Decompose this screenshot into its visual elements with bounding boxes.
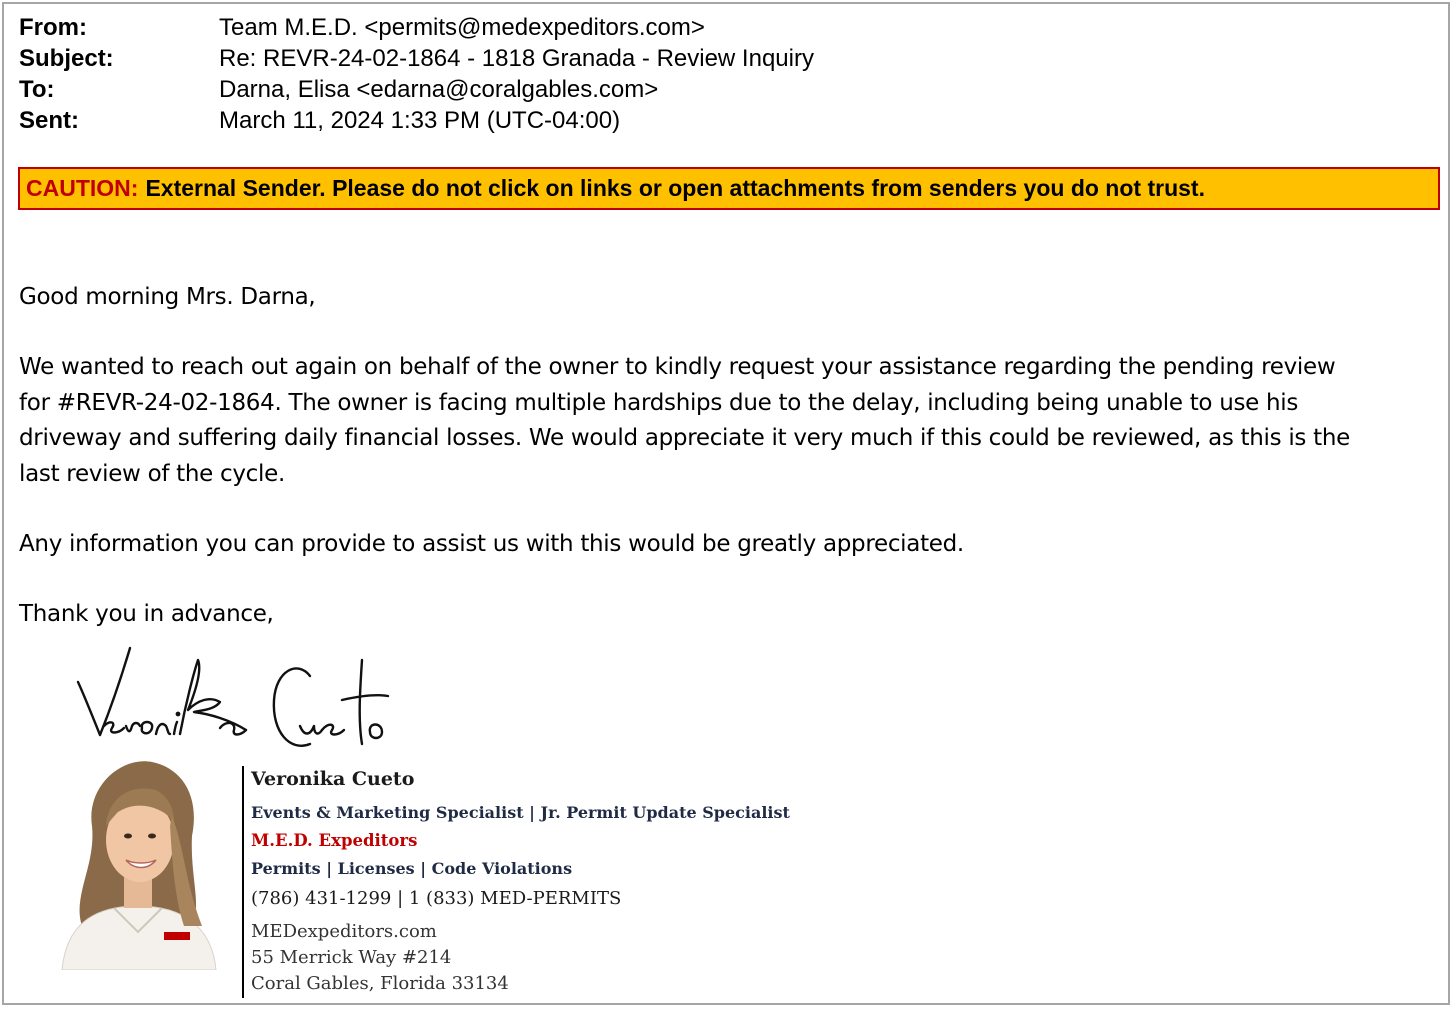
handwritten-signature-icon — [70, 640, 410, 760]
signature-address-line-2: Coral Gables, Florida 33134 — [251, 973, 509, 994]
from-label: From: — [19, 13, 87, 41]
greeting: Good morning Mrs. Darna, — [19, 284, 316, 310]
signature-company: M.E.D. Expeditors — [251, 831, 418, 850]
sent-row — [19, 105, 814, 136]
to-label: To: — [19, 75, 55, 103]
signature-name: Veronika Cueto — [251, 768, 415, 790]
from-row — [19, 12, 814, 43]
email-headers — [19, 12, 814, 136]
signature-phone: (786) 431-1299 | 1 (833) MED-PERMITS — [251, 888, 622, 909]
to-value: Darna, Elisa <edarna@coralgables.com> — [219, 75, 659, 103]
from-value: Team M.E.D. <permits@medexpeditors.com> — [219, 13, 705, 41]
person-photo-icon — [52, 756, 224, 970]
sent-value: March 11, 2024 1:33 PM (UTC-04:00) — [219, 106, 621, 134]
subject-row — [19, 43, 814, 74]
paragraph-line: We wanted to reach out again on behalf of the owner to kindly request your assistance regarding the pending review — [19, 354, 1336, 380]
signature-services: Permits | Licenses | Code Violations — [251, 859, 573, 878]
signature-divider — [242, 766, 244, 998]
sent-label: Sent: — [19, 106, 79, 134]
signature-address-line-1: 55 Merrick Way #214 — [251, 947, 452, 968]
caution-text: External Sender. Please do not click on links or open attachments from senders you do not trust. — [145, 175, 1205, 201]
body-paragraph-1 — [19, 350, 1419, 492]
caution-label: CAUTION: — [26, 175, 139, 201]
signature-website: MEDexpeditors.com — [251, 921, 437, 942]
paragraph-line: last review of the cycle. — [19, 460, 285, 487]
caution-banner — [18, 167, 1440, 210]
subject-value: Re: REVR-24-02-1864 - 1818 Granada - Review Inquiry — [219, 44, 814, 72]
signature-titles: Events & Marketing Specialist | Jr. Permit Update Specialist — [251, 803, 790, 822]
paragraph-line: for #REVR-24-02-1864. The owner is facing multiple hardships due to the delay, including being unable to use his — [19, 389, 1299, 416]
subject-label: Subject: — [19, 44, 114, 72]
to-row — [19, 74, 814, 105]
paragraph-line: driveway and suffering daily financial losses. We would appreciate it very much if this could be reviewed, as this is the — [19, 425, 1350, 451]
body-paragraph-2: Any information you can provide to assist us with this would be greatly appreciated. — [19, 531, 964, 557]
closing: Thank you in advance, — [19, 601, 274, 627]
